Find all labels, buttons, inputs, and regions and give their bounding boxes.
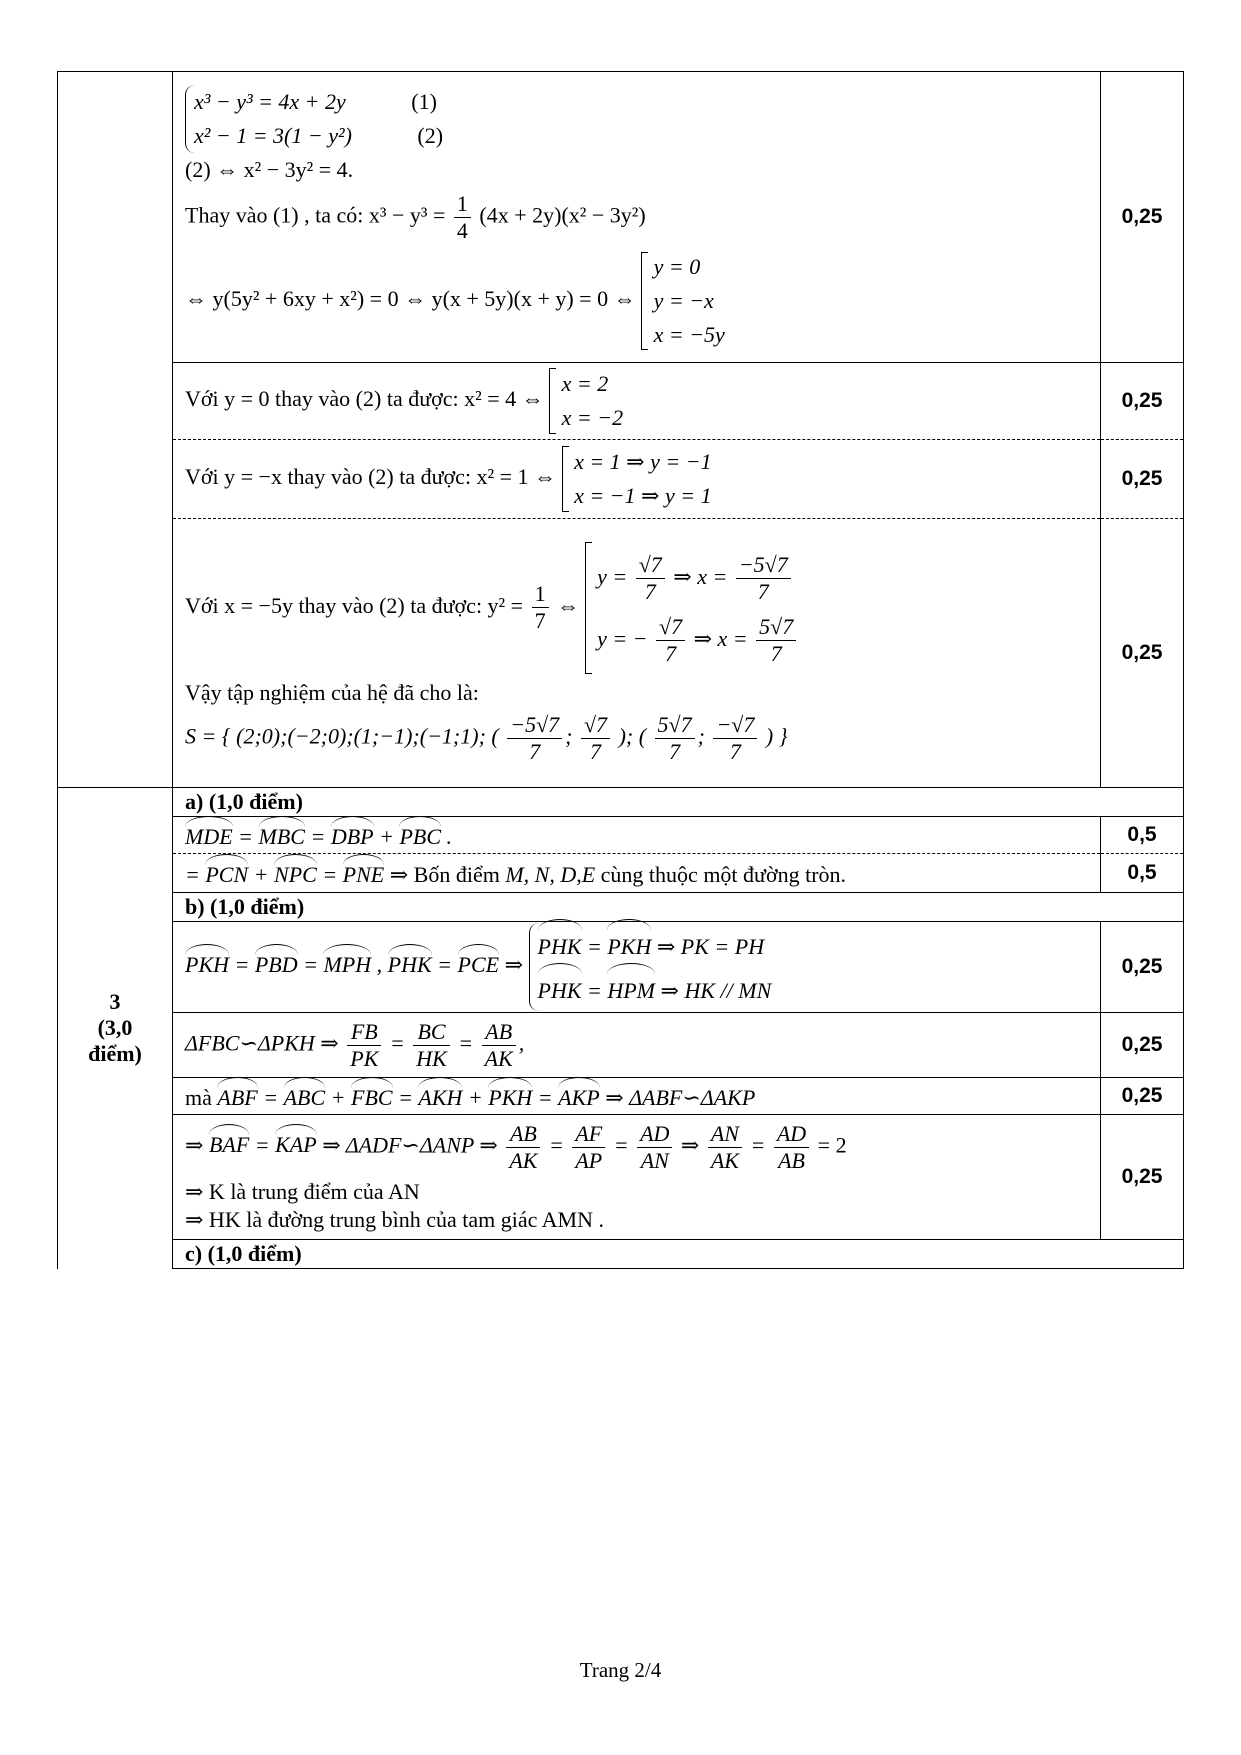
score-cell: 0,25	[1101, 922, 1184, 1013]
system-brace	[185, 85, 443, 153]
q3-points: (3,0	[97, 1015, 133, 1041]
score-cell: 0,25	[1101, 1115, 1184, 1240]
q3-number-cell	[58, 788, 173, 1269]
answer-table	[57, 71, 1184, 1269]
b-line-1-brace: PHK = PKH ⇒ PK = PH PHK = HPM ⇒ HK // MN	[529, 923, 772, 1011]
score-cell: 0,5	[1101, 817, 1184, 854]
case-y0-sol-1: x = 2	[561, 371, 609, 396]
a-line-1: MDE = MBC = DBP + PBC .	[173, 817, 1101, 854]
system-eq1: x³ − y³ = 4x + 2y	[194, 88, 346, 114]
case-x5y-fraction: $\frac{1}{7}$	[532, 581, 549, 634]
conclusion-text: Vậy tập nghiệm của hệ đã cho là:	[185, 679, 479, 705]
subst-prefix: Thay vào (1) , ta có: x³ − y³ =	[185, 202, 446, 228]
case-x5y-cell: Với x = −5y thay vào (2) ta được: y² = $\frac{1}{7}$ ⇔ y = $\frac{√7}{7}$ ⇒ x = $\frac{-5√7}{7}$ y = − $\frac{√7}{7}$ ⇒ x = $\frac{5√7}{7}$ Vậy tập nghiệm của hệ đã cho là: S = { (2;0);(−2;0);(1;−1);(−1;1); ( $\frac{-5√7}{7}$ ; $\frac{√7}{7}$ ); ( $\frac{5√7}{7}$ ; $\frac{-√7}{7}$ ) }	[173, 519, 1101, 788]
case-ymx-bracket	[562, 446, 569, 512]
score-cell: 0,25	[1101, 1013, 1184, 1078]
score-cell: 0,25	[1101, 363, 1184, 440]
subst-fraction: $\frac{1}{4}$	[454, 191, 471, 244]
part-b-head: b) (1,0 điểm)	[173, 893, 1184, 922]
q2-system-cell	[173, 72, 1101, 363]
case-ymx-sol-1: x = 1 ⇒ y = −1	[574, 449, 712, 474]
score-cell: 0,25	[1101, 72, 1184, 363]
b-line-4-block	[173, 1115, 1101, 1240]
case-y0-bracket	[549, 368, 556, 434]
equation-2-transform: (2) ⇔ x² − 3y² = 4.	[185, 156, 354, 182]
case-y0-cell	[173, 363, 1101, 440]
part-a-head: a) (1,0 điểm)	[173, 788, 1184, 817]
part-c-head: c) (1,0 điểm)	[173, 1240, 1184, 1269]
case-ymx-sol-2: x = −1 ⇒ y = 1	[574, 483, 712, 508]
page-footer: Trang 2/4	[579, 1658, 662, 1682]
subst-suffix: (4x + 2y)(x² − 3y²)	[479, 202, 646, 228]
factor-line: ⇔ y(5y² + 6xy + x²) = 0 ⇔ y(x + 5y)(x + y) = 0 ⇔	[185, 285, 636, 311]
system-eq2: x² − 1 = 3(1 − y²)	[194, 122, 352, 148]
case-y0-sol-2: x = −2	[561, 405, 624, 430]
b-line-4: ⇒ BAF = KAP ⇒ ΔADF∽ΔANP ⇒ $\frac{AB}{AK}$ = $\frac{AF}{AP}$ = $\frac{AD}{AN}$ ⇒ $\frac{AN}{AK}$ = $\frac{AD}{AB}$ = 2	[185, 1120, 847, 1173]
factor-case-1: y = 0	[653, 253, 701, 279]
factor-case-3: x = −5y	[653, 321, 725, 347]
b-line-2: ΔFBC∽ΔPKH ⇒ $\frac{FB}{PK}$ = $\frac{BC}{HK}$ = $\frac{AB}{AK}$ ,	[173, 1013, 1101, 1078]
case-y0-text: Với y = 0 thay vào (2) ta được: x² = 4 ⇔	[185, 386, 544, 412]
case-x5y-bracket	[585, 542, 592, 674]
factor-bracket	[641, 252, 648, 350]
b-line-5: ⇒ K là trung điểm của AN	[185, 1178, 420, 1204]
q3-points-word: điểm)	[88, 1041, 142, 1067]
case-x5y-sol-2: y = − $\frac{√7}{7}$ ⇒ x = $\frac{5√7}{7}$	[597, 608, 799, 670]
case-x5y-text: Với x = −5y thay vào (2) ta được: y² =	[185, 592, 524, 618]
q2-number-cell	[58, 72, 173, 788]
a-line-2: = PCN + NPC = PNE ⇒ Bốn điểm M, N, D,E cùng thuộc một đường tròn.	[173, 854, 1101, 893]
b-line-6: ⇒ HK là đường trung bình của tam giác AMN .	[185, 1206, 604, 1232]
score-cell: 0,25	[1101, 1078, 1184, 1115]
score-cell: 0,25	[1101, 519, 1184, 788]
score-cell: 0,5	[1101, 854, 1184, 893]
system-eq1-label: (1)	[411, 88, 437, 114]
case-ymx-cell	[173, 440, 1101, 519]
b-line-1: PKH = PBD = MPH , PHK = PCE ⇒ PHK = PKH ⇒ PK = PH PHK = HPM ⇒ HK // MN	[173, 922, 1101, 1013]
case-x5y-sol-1: y = $\frac{√7}{7}$ ⇒ x = $\frac{-5√7}{7}$	[597, 546, 799, 608]
score-cell: 0,25	[1101, 440, 1184, 519]
factor-case-2: y = −x	[653, 287, 714, 313]
system-eq2-label: (2)	[417, 122, 444, 148]
case-ymx-text: Với y = −x thay vào (2) ta được: x² = 1 ⇔	[185, 464, 557, 490]
b-line-3: mà ABF = ABC + FBC = AKH + PKH = AKP ⇒ ΔABF∽ΔAKP	[173, 1078, 1101, 1115]
q3-number: 3	[109, 989, 121, 1015]
solution-set: S = { (2;0);(−2;0);(1;−1);(−1;1); ( $\frac{-5√7}{7}$ ; $\frac{√7}{7}$ ); ( $\frac{5√7}{7}$ ; $\frac{-√7}{7}$ ) }	[185, 711, 788, 764]
